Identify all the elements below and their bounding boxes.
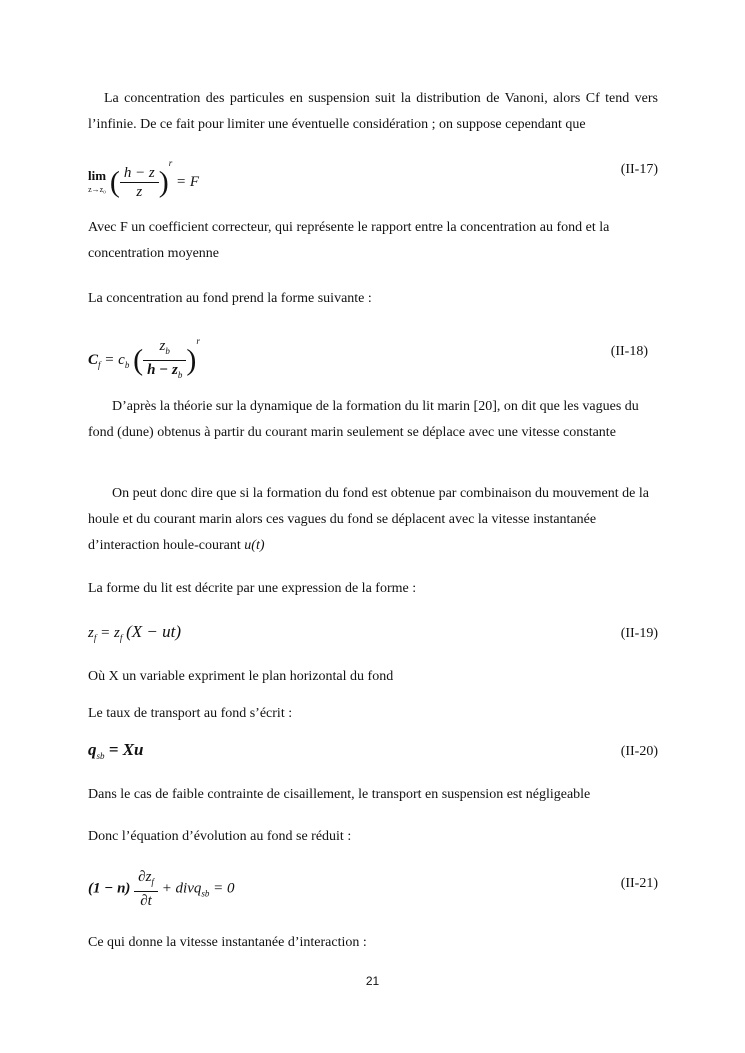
paragraph-taux-transport: Le taux de transport au fond s’écrit : [88, 706, 293, 721]
equation-rhs: = Xu [104, 740, 144, 759]
paragraph-forme-lit: La forme du lit est décrite par une expression de la forme : [88, 581, 417, 596]
fraction-numerator: h − z [120, 164, 159, 183]
numerator-subscript: f [151, 877, 154, 887]
divergence-subscript: sb [201, 888, 210, 899]
equals-zero: = 0 [209, 880, 235, 897]
equals-c: = c [100, 352, 125, 368]
equation-II-17: lim z→z₀ ( $\frac{h - z}{z}$ )$^r$ = F (II-17) [88, 158, 658, 201]
paragraph-vitesse-instantanee: Ce qui donne la vitesse instantanée d’interaction : [88, 935, 367, 950]
equation-number: (II-17) [620, 162, 658, 177]
denominator-subscript: b [177, 370, 183, 381]
equation-II-21 [88, 868, 658, 908]
equation-II-20 [88, 740, 658, 780]
numerator-subscript: b [165, 346, 170, 357]
q-symbol: q [88, 740, 97, 759]
fraction-denominator: h − z [147, 362, 178, 379]
divergence-term: + divq [161, 880, 202, 897]
exponent: r [196, 336, 200, 346]
fraction-numerator: z [159, 338, 166, 355]
paragraph-theorie: D’après la théorie sur la dynamique de la formation du lit marin [20], on dit que les vagues du fond (dune) obtenus à partir du courant marin seulement se déplace avec une vitesse constante [88, 399, 639, 440]
equals-z: = z [96, 625, 120, 641]
fraction-denominator: ∂t [140, 893, 152, 909]
equation-number: (II-19) [620, 626, 658, 641]
paragraph-cisaillement: Dans le cas de faible contrainte de cisaillement, le transport en suspension est négligeable [88, 787, 591, 802]
equation-II-19 [88, 622, 658, 662]
paragraph-houle-courant [88, 481, 658, 559]
exponent: r [168, 158, 173, 168]
equation-II-18: $C_f = c_b$ ( $\frac{z_b}{h - z_b}$ )$^r$ (II-18) [88, 336, 648, 381]
equation-rhs: = F [176, 174, 200, 190]
equation-number: (II-20) [620, 744, 658, 759]
paragraph-vanoni: La concentration des particules en suspension suit la distribution de Vanoni, alors C​f tend vers l’infinie. De ce fait pour limiter une éventuelle considération ; on suppose cependant que [88, 91, 658, 132]
lim-operator: lim [88, 167, 107, 183]
lim-subscript: z→z₀ [88, 184, 106, 194]
page-number: 21 [365, 974, 380, 988]
fraction-denominator: z [136, 184, 143, 201]
lhs-symbol: C [88, 352, 99, 368]
equation-number: (II-21) [620, 876, 658, 891]
porosity-term: (1 − n) [88, 880, 131, 897]
paragraph-concentration-fond: La concentration au fond prend la forme suivante : [88, 291, 372, 306]
z-symbol: z [88, 625, 94, 641]
paragraph-text: On peut donc dire que si la formation du fond est obtenue par combinaison du mouvement de la houle et du courant marin alors ces vagues du fond se déplacent avec la vitesse instantanée d’interaction houle-courant [88, 486, 649, 553]
z-subscript-2: f [119, 633, 123, 643]
fraction-numerator: ∂z [138, 869, 152, 885]
c-subscript: b [124, 360, 130, 370]
z-subscript: f [93, 633, 97, 643]
equation-number: (II-18) [610, 344, 648, 359]
lhs-subscript: f [98, 360, 101, 370]
function-argument: (X − ut) [126, 622, 181, 641]
q-subscript: sb [96, 751, 105, 761]
paragraph-variable-x: Où X un variable expriment le plan horizontal du fond [88, 669, 394, 684]
paragraph-coefficient: Avec F un coefficient correcteur, qui représente le rapport entre la concentration au fond et la concentration moyenne [88, 220, 610, 261]
velocity-symbol: u(t) [244, 538, 265, 553]
paragraph-evolution: Donc l’équation d’évolution au fond se réduit : [88, 829, 352, 844]
